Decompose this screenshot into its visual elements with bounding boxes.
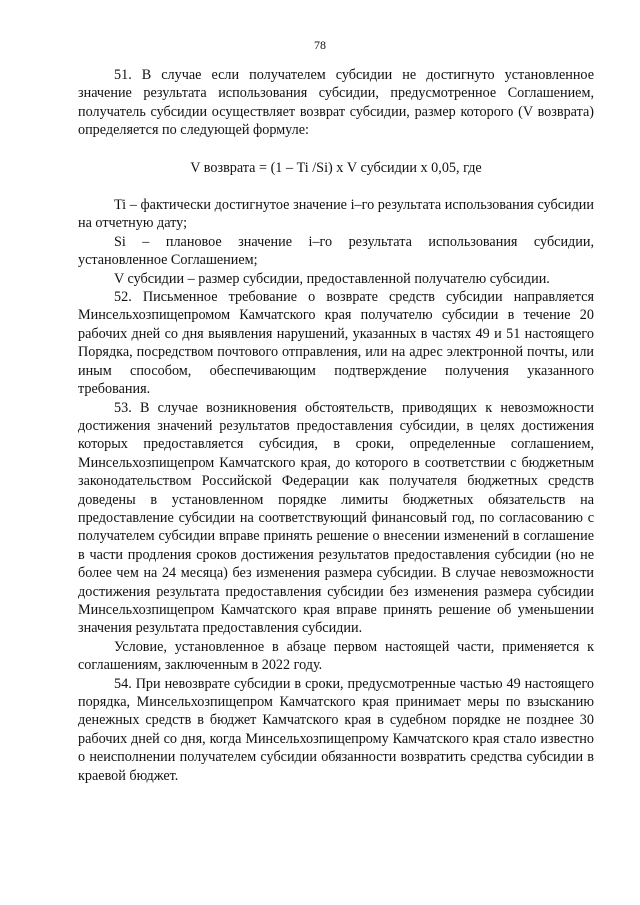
definition-v: V субсидии – размер субсидии, предоставленной получателю субсидии. (114, 270, 550, 287)
paragraph-53: 53. В случае возникновения обстоятельств, приводящих к невозможности достижения значений результатов предоставления субсидии, в целях достижения которых предоставляется субсидия, в сроки, определенные соглашением, Минсельхозпищепром Камчатского края, до которого в соответствии с бюджетным законодательством Российской Федерации как получателя бюджетных средств доведены в установленном порядке лимиты бюджетных обязательств на предоставление субсидии на соответствующий финансовый год, по согласованию с получателем субсидии вправе принять решение о внесении изменений в соглашение в части продления сроков достижения результатов предоставления субсидии (но не более чем на 24 месяца) без изменения размера субсидии. В случае невозможности достижения результата предоставления субсидии без изменения размера субсидии Минсельхозпищепром Камчатского края вправе принять решение об уменьшении значения результата предоставления субсидии. (78, 399, 594, 637)
paragraph-52: 52. Письменное требование о возврате средств субсидии направляется Минсельхозпищепромом Камчатского края получателю субсидии в течение 20 рабочих дней со дня выявления нарушений, указанных в частях 49 и 51 настоящего Порядка, посредством почтового отправления, или на адрес электронной почты, или иным способом, обеспечивающим подтверждение получения указанного требования. (78, 289, 594, 398)
definition-ti: Ti – фактически достигнутое значение i–го результата использования субсидии на отчетную дату; (78, 197, 594, 232)
page-number: 78 (314, 38, 326, 52)
paragraph-54: 54. При невозврате субсидии в сроки, предусмотренные частью 49 настоящего порядка, Минсельхозпищепром Камчатского края принимает меры по взысканию денежных средств в бюджет Камчатского края в судебном порядке не позднее 30 рабочих дней со дня, когда Минсельхозпищепрому Камчатского края стало известно о неисполнении получателем субсидии обязанности возвратить средства субсидии в краевой бюджет. (78, 675, 594, 784)
paragraph-53-condition: Условие, установленное в абзаце первом настоящей части, применяется к соглашениям, заключенным в 2022 году. (78, 638, 594, 674)
paragraph-51: 51. В случае если получателем субсидии не достигнуто установленное значение результата использования субсидии, предусмотренное Соглашением, получатель субсидии осуществляет возврат субсидии, размер которого (V возврата) определяется по следующей формуле: (78, 67, 594, 139)
refund-formula: V возврата = (1 – Ti /Si) х V субсидии х 0,05, где (190, 159, 482, 176)
definition-si: Si – плановое значение i–го результата использования субсидии, установленное Соглашением; (78, 233, 594, 269)
document-body (78, 66, 594, 785)
